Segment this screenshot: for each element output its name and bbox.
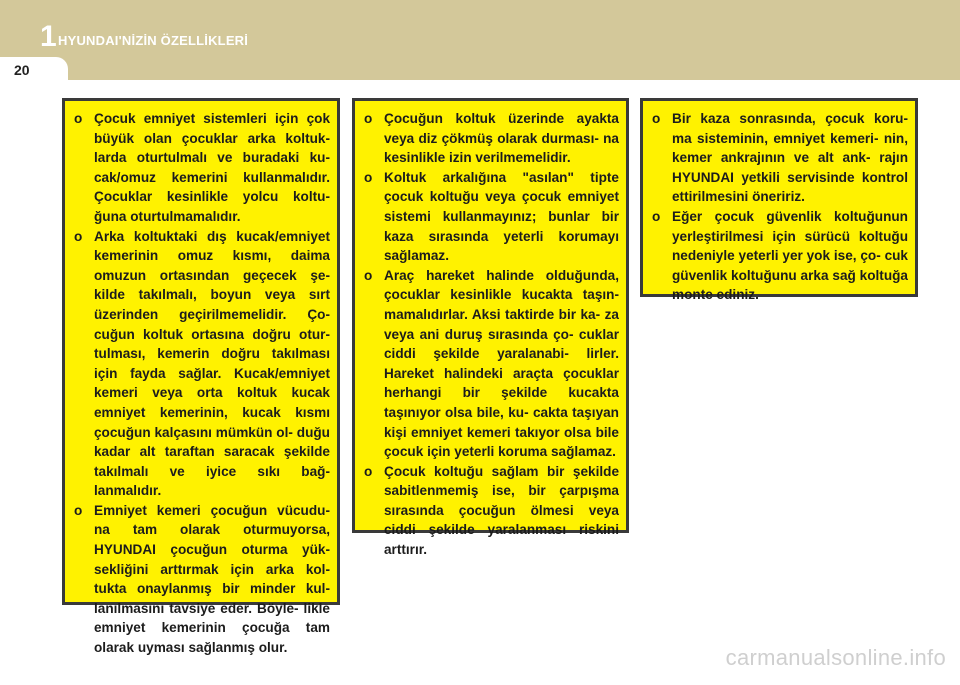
list-item xyxy=(364,266,619,462)
bullet-list-3 xyxy=(652,109,908,305)
list-item-text: Çocuk emniyet sistemleri için çok büyük olan çocuklar arka koltuk- larda oturtulmalı ve buradaki ku- cak/omuz kemerini kullanmalıdır. Çocuklar kesinlikle yolcu koltu- ğuna oturtulmamalıdır. xyxy=(94,111,330,224)
list-item-text: Arka koltuktaki dış kucak/emniyet kemerinin omuz kısmı, daima omuzun ortasından geçecek şe- kilde takılmalı, boyun veya sırt üzerinden geçirilmemelidir. Ço- cuğun koltuk ortasına doğru otur- tulması, kemerin doğru takılması için fayda sağlar. Kucak/emniyet kemeri veya orta koltuk kucak emniyet kemerinin, kucak kısmı çocuğun kalçasını mümkün ol- duğu kadar alt taraftan saracak şekilde takılmalı ve iyice sıkı bağ- lanmalıdır. xyxy=(94,228,330,499)
list-item xyxy=(74,109,330,227)
bullet-marker: o xyxy=(364,267,373,283)
bullet-marker: o xyxy=(652,111,661,126)
list-item xyxy=(74,501,330,658)
chapter-number: 1 xyxy=(40,20,57,53)
bullet-marker: o xyxy=(364,463,373,479)
list-item-text: Koltuk arkalığına "asılan" tipte çocuk koltuğu veya çocuk emniyet sistemi kullanmayınız; bunlar bir kaza sırasında yeterli korumayı sağlamaz. xyxy=(384,169,619,264)
bullet-marker: o xyxy=(74,111,83,126)
warning-box-1 xyxy=(62,98,340,656)
list-item xyxy=(364,168,619,266)
footer-watermark: carmanualsonline.info xyxy=(725,645,946,670)
page-number: 20 xyxy=(14,62,30,78)
list-item xyxy=(364,462,619,560)
list-item-text: Eğer çocuk güvenlik koltuğunun yerleştirilmesi için sürücü koltuğu nedeniyle yeterli yer yok ise, ço- cuk güvenlik koltuğunu arka sağ koltuğa monte ediniz. xyxy=(672,208,908,303)
list-item xyxy=(364,109,619,168)
bullet-list-2 xyxy=(364,109,619,560)
list-item xyxy=(652,207,908,305)
list-item-text: Bir kaza sonrasında, çocuk koru- ma sisteminin, emniyet kemeri- nin, kemer ankrajının ve alt ank- rajın HYUNDAI yetkili servisinde kontrol ettirilmesini öneririz. xyxy=(672,111,908,205)
list-item-text: Çocuğun koltuk üzerinde ayakta veya diz çökmüş olarak durması- na kesinlikle izin verilmemelidir. xyxy=(384,111,619,166)
page-number-tab xyxy=(0,57,68,80)
bullet-marker: o xyxy=(74,228,83,244)
list-item xyxy=(652,109,908,207)
bullet-marker: o xyxy=(364,169,373,185)
bullet-list-1 xyxy=(74,109,330,658)
list-item-text: Araç hareket halinde olduğunda, çocuklar kesinlikle kucakta taşın- mamalıdırlar. Aksi taktirde bir ka- za veya ani duruş sırasında ço- cuklar ciddi şekilde yaralanabi- lirler. Hareket halindeki araçta çocuklar herhangi bir şekilde kucakta taşınıyor olsa bile, ku- cakta taşıyan kişi emniyet kemeri takıyor olsa bile çocuk için yeterli koruma sağlamaz. xyxy=(384,267,619,460)
bullet-marker: o xyxy=(652,208,661,224)
warning-box-3 xyxy=(640,98,918,303)
chapter-title: HYUNDAI'NİZİN ÖZELLİKLERİ xyxy=(58,33,249,48)
bullet-marker: o xyxy=(364,111,373,126)
list-item-text: Emniyet kemeri çocuğun vücudu- na tam olarak oturmuyorsa, HYUNDAI çocuğun oturma yük- sekliğini arttırmak için arka kol- tukta onaylanmış bir minder kul- lanılmasını tavsiye eder. Böyle- likle emniyet kemerinin çocuğa tam olarak uyması sağlanmış olur. xyxy=(94,502,330,656)
warning-box-2 xyxy=(352,98,629,558)
bullet-marker: o xyxy=(74,502,83,518)
list-item xyxy=(74,227,330,501)
list-item-text: Çocuk koltuğu sağlam bir şekilde sabitlenmemiş ise, bir çarpışma sırasında çocuğun ölmesi veya ciddi şekilde yaralanması riskini arttırır. xyxy=(384,463,619,558)
